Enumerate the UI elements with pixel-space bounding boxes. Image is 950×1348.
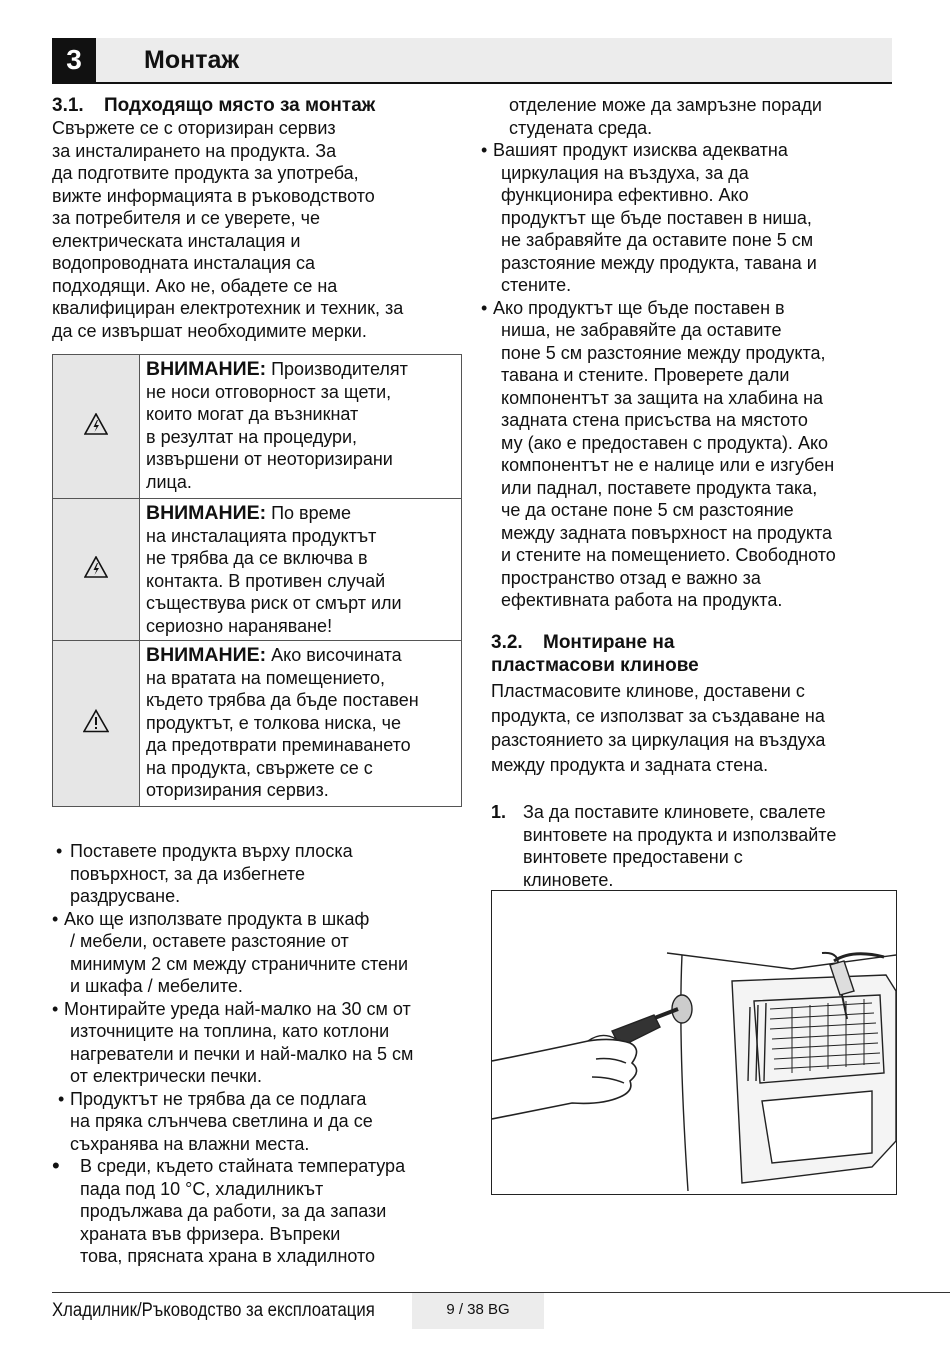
bullet-line: продуктът ще бъде поставен в ниша, — [501, 207, 812, 228]
bullet-line: че да остане поне 5 см разстояние — [501, 500, 794, 520]
warning-text-line: Ако височината — [266, 645, 402, 665]
bullet-line: Продуктът не трябва да се подлага — [70, 1088, 367, 1109]
bullet-marker: • — [52, 908, 59, 929]
bullet-line: поне 5 см разстояние между продукта, — [501, 342, 826, 363]
warning-line: не трябва да се включва в — [146, 548, 368, 568]
bullet-item — [52, 840, 472, 908]
warning-label: ВНИМАНИЕ: — [146, 358, 267, 380]
bullet-line: не забравяйте да оставите поне 5 см — [501, 230, 814, 250]
bullet-marker: • — [481, 297, 488, 318]
step-line: винтовете предоставени с — [523, 847, 743, 867]
bullet-item — [52, 1088, 472, 1156]
chapter-number: 3 — [52, 38, 96, 82]
bullet-marker: • — [52, 998, 59, 1019]
bullet-line: продължава да работи, за да запази — [80, 1201, 387, 1221]
footer-page-number: 9 / 38 BG — [412, 1293, 544, 1329]
step-line: За да поставите клиновете, свалете — [523, 802, 826, 822]
body-line: електрическата инсталация и — [52, 230, 301, 251]
body-line: между продукта и задната стена. — [491, 754, 769, 775]
body-line: Свържете се с оторизиран сервиз — [52, 118, 336, 138]
body-line: Пластмасовите клинове, доставени с — [491, 681, 805, 701]
warning-line: на инсталацията продуктът — [146, 525, 377, 546]
warning-line: контакта. В противен случай — [146, 570, 386, 591]
section-2-heading — [491, 631, 911, 677]
bullet-line: пада под 10 °C, хладилникът — [80, 1178, 324, 1199]
bullet-marker: • — [58, 1088, 65, 1109]
bullet-item — [52, 908, 472, 998]
warning-row — [53, 641, 462, 807]
bullet-line: нагреватели и печки и най-малко на 5 см — [70, 1043, 414, 1064]
bullet-line: функционира ефективно. Ако — [501, 185, 749, 205]
screwdriver-fridge-back-image — [492, 891, 896, 1194]
bullet-line: храната във фризера. Въпреки — [80, 1223, 341, 1244]
warning-line: съществува риск от смърт или — [146, 593, 402, 613]
bullet-line: между задната повърхност на продукта — [501, 522, 833, 543]
warning-line: продуктът, е толкова ниска, че — [146, 712, 401, 733]
warning-text — [140, 499, 462, 641]
bullet-line: и стените на помещението. Свободното — [501, 545, 836, 565]
warning-row — [53, 499, 462, 641]
bullet-marker: • — [481, 140, 488, 160]
electric-hazard-icon — [84, 556, 108, 578]
installation-illustration — [491, 890, 897, 1195]
body-line: да се извършат необходимите мерки. — [52, 320, 367, 341]
bullet-line: съхранява на влажни места. — [70, 1133, 310, 1154]
section-1-body — [52, 117, 472, 342]
bullet-line: на пряка слънчева светлина и да се — [70, 1111, 373, 1131]
bullet-line: ефективната работа на продукта. — [501, 590, 783, 610]
bullet-line: / мебели, оставете разстояние от — [70, 931, 349, 951]
warning-icon — [83, 709, 109, 733]
bullet-line: Вашият продукт изисква адекватна — [493, 140, 788, 160]
bullet-line: и шкафа / мебелите. — [70, 976, 243, 996]
bullet-item — [52, 998, 472, 1088]
body-line: продукта, се използват за създаване на — [491, 705, 825, 726]
warning-line: оторизирания сервиз. — [146, 780, 329, 800]
section-1-title: Подходящо място за монтаж — [104, 95, 376, 116]
body-line: вижте информацията в ръководството — [52, 185, 375, 206]
bullet-line: разстояние между продукта, тавана и — [501, 252, 817, 273]
bullet-line: от електрически печки. — [70, 1066, 262, 1086]
body-line: водопроводната инсталация са — [52, 253, 316, 273]
warning-icon-cell — [53, 641, 140, 807]
bullet-line: повърхност, за да избегнете — [70, 863, 305, 884]
step-1 — [491, 801, 911, 891]
bullet-line: стените. — [501, 275, 572, 295]
step-line: винтовете на продукта и използвайте — [523, 824, 837, 845]
bullet-line: В среди, където стайната температура — [80, 1156, 406, 1176]
warning-text — [140, 641, 462, 807]
section-1-heading — [52, 94, 472, 117]
bullet-line: Ако продуктът ще бъде поставен в — [493, 297, 785, 318]
bullet-line: Поставете продукта върху плоска — [70, 841, 353, 861]
warning-line: да предотврати преминаването — [146, 735, 411, 755]
section-2-title-line: Монтиране на — [543, 632, 675, 653]
footer-title: Хладилник/Ръководство за експлоатация — [52, 1300, 375, 1321]
bullet-line: компонентът не е налице или е изгубен — [501, 455, 835, 475]
warning-icon-cell — [53, 499, 140, 641]
warning-line: на вратата на помещението, — [146, 667, 386, 688]
warning-line — [146, 358, 455, 381]
bullet-marker: • — [56, 841, 63, 861]
warning-row — [53, 355, 462, 499]
warning-line — [146, 502, 455, 525]
left-bullet-list — [52, 840, 472, 1268]
section-2-title-line: пластмасови клинове — [491, 655, 699, 676]
warning-line: на продукта, свържете се с — [146, 757, 373, 778]
body-line: подходящи. Ако не, обадете се на — [52, 275, 338, 296]
bullet-line: Монтирайте уреда най-малко на 30 см от — [64, 998, 411, 1019]
bullet-line: ниша, не забравяйте да оставите — [501, 320, 782, 340]
bullet-line: циркулация на въздуха, за да — [501, 162, 749, 183]
bullet-line: източниците на топлина, като котлони — [70, 1021, 390, 1041]
warning-line — [146, 644, 455, 667]
section-2-number: 3.2. — [491, 632, 523, 653]
warning-icon-cell — [53, 355, 140, 499]
warning-text-line: По време — [266, 503, 352, 523]
body-line: разстоянието за циркулация на въздуха — [491, 730, 826, 750]
bullet-line: раздрусване. — [70, 886, 181, 906]
bullet-marker: • — [52, 1153, 60, 1178]
bullet-line: това, прясната храна в хладилното — [80, 1246, 376, 1266]
electric-hazard-icon — [84, 413, 108, 435]
warning-line: където трябва да бъде поставен — [146, 690, 419, 710]
body-line: за инсталирането на продукта. За — [52, 140, 337, 161]
warning-line: не носи отговорност за щети, — [146, 381, 392, 402]
warning-line: сериозно нараняване! — [146, 615, 333, 636]
warning-label: ВНИМАНИЕ: — [146, 644, 267, 666]
bullet-line: компонентът за защита на хлабина на — [501, 387, 824, 408]
body-line: отделение може да замръзне поради — [509, 95, 822, 115]
section-2 — [491, 631, 911, 891]
step-text — [523, 801, 911, 891]
bullet-item — [481, 139, 901, 297]
warning-line: в резултат на процедури, — [146, 426, 358, 447]
bullet-item — [481, 297, 901, 612]
chapter-header — [52, 38, 892, 84]
warnings-table — [52, 354, 462, 807]
warning-label: ВНИМАНИЕ: — [146, 502, 267, 524]
warning-line: лица. — [146, 471, 192, 492]
warning-line: извършени от неоторизирани — [146, 449, 393, 469]
bullet-line: му (ако е предоставен с продукта). Ако — [501, 432, 829, 453]
section-1-number: 3.1. — [52, 95, 84, 116]
bullet-line: задната стена присъства на мястото — [501, 410, 808, 430]
bullet-line: тавана и стените. Проверете дали — [501, 365, 790, 385]
section-1 — [52, 94, 472, 342]
bullet-line: или паднал, поставете продукта така, — [501, 477, 818, 498]
bullet-item — [52, 1155, 472, 1268]
bullet-line: минимум 2 см между страничните стени — [70, 953, 409, 974]
bullet-line: Ако ще използвате продукта в шкаф — [64, 908, 370, 929]
body-line: квалифициран електротехник и техник, за — [52, 298, 404, 318]
right-column — [481, 94, 901, 612]
body-line: за потребителя и се уверете, че — [52, 208, 321, 228]
bullet-line: пространство отзад е важно за — [501, 567, 761, 588]
warning-line: които могат да възникнат — [146, 404, 359, 424]
chapter-title: Монтаж — [144, 46, 240, 74]
section-2-body — [491, 679, 911, 777]
warning-text — [140, 355, 462, 499]
step-line: клиновете. — [523, 869, 614, 890]
step-number: 1. — [491, 802, 507, 822]
body-line: да подготвите продукта за употреба, — [52, 163, 359, 183]
body-line: студената среда. — [509, 117, 653, 138]
warning-text-line: Производителят — [266, 359, 408, 379]
